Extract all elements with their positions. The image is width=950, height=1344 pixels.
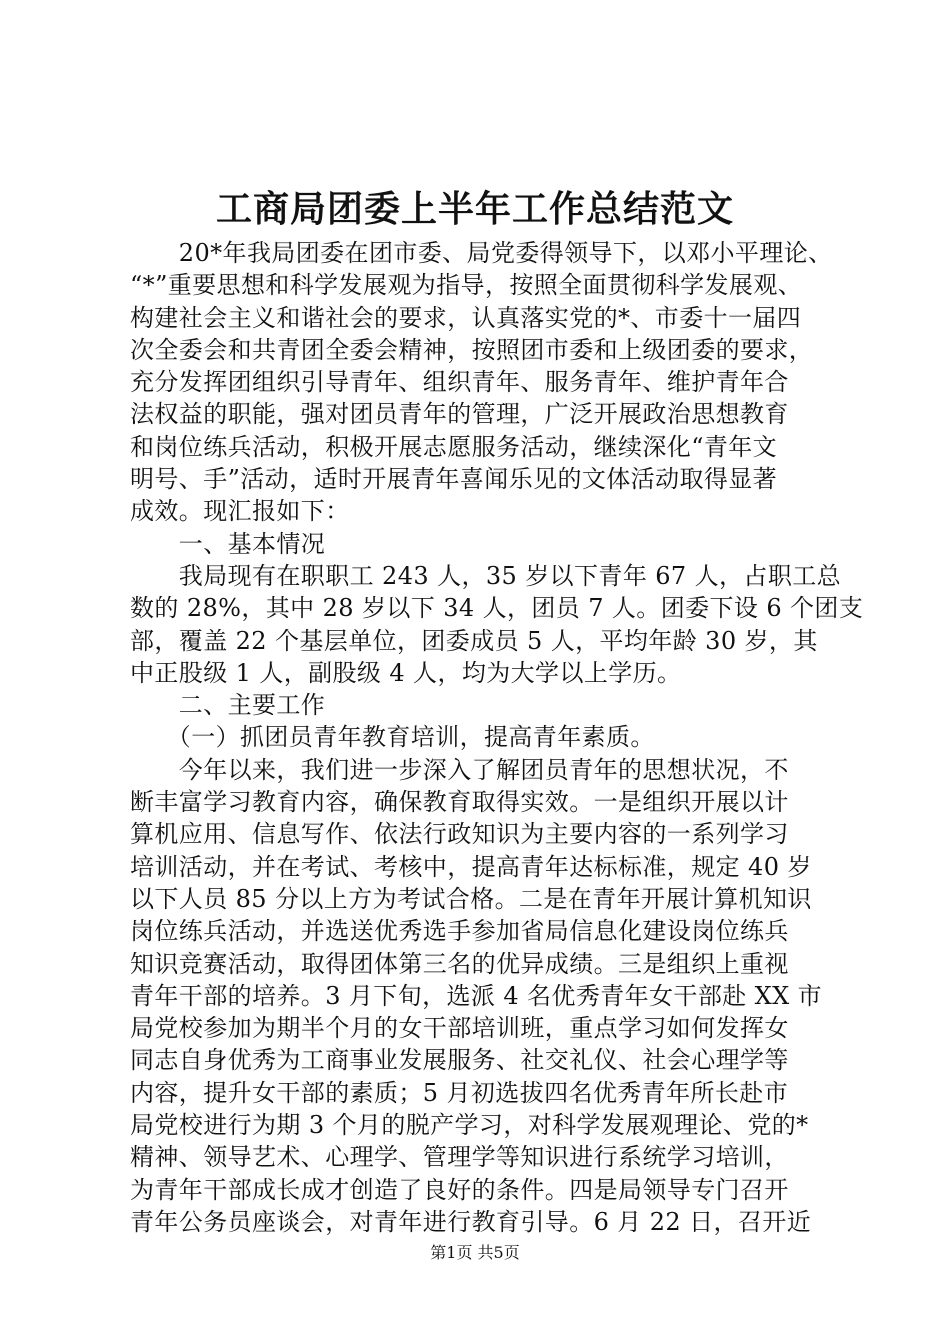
body-line: 局党校参加为期半个月的女干部培训班，重点学习如何发挥女 xyxy=(130,1014,789,1043)
body-line: 法权益的职能，强对团员青年的管理，广泛开展政治思想教育 xyxy=(130,400,789,429)
document-title: 工商局团委上半年工作总结范文 xyxy=(215,188,734,230)
body-line: 构建社会主义和谐社会的要求，认真落实党的*、市委十一届四 xyxy=(130,303,802,332)
body-line: 算机应用、信息写作、依法行政知识为主要内容的一系列学习 xyxy=(130,820,789,849)
body-line: 充分发挥团组织引导青年、组织青年、服务青年、维护青年合 xyxy=(130,368,789,397)
body-line: 精神、领导艺术、心理学、管理学等知识进行系统学习培训， xyxy=(130,1143,789,1172)
body-line: 一、基本情况 xyxy=(130,529,326,558)
body-line: 以下人员 85 分以上方为考试合格。二是在青年开展计算机知识 xyxy=(130,884,812,913)
body-line: 同志自身优秀为工商事业发展服务、社交礼仪、社会心理学等 xyxy=(130,1046,789,1075)
body-line: 明号、手”活动，适时开展青年喜闻乐见的文体活动取得显著 xyxy=(130,465,778,494)
body-line: 和岗位练兵活动，积极开展志愿服务活动，继续深化“青年文 xyxy=(130,432,778,461)
document-body xyxy=(130,237,864,1238)
body-line: 青年公务员座谈会，对青年进行教育引导。6 月 22 日，召开近 xyxy=(130,1207,812,1236)
body-line: “*”重要思想和科学发展观为指导，按照全面贯彻科学发展观、 xyxy=(130,271,803,300)
body-line: 内容，提升女干部的素质；5 月初选拔四名优秀青年所长赴市 xyxy=(130,1078,789,1107)
body-line: 知识竞赛活动，取得团体第三名的优异成绩。三是组织上重视 xyxy=(130,949,789,978)
body-line: 断丰富学习教育内容，确保教育取得实效。一是组织开展以计 xyxy=(130,788,789,817)
body-line: 青年干部的培养。3 月下旬，选派 4 名优秀青年女干部赴 XX 市 xyxy=(130,981,823,1010)
body-line: 成效。现汇报如下： xyxy=(130,497,350,526)
body-line: （一）抓团员青年教育培训，提高青年素质。 xyxy=(130,723,655,752)
page-footer: 第1页 共5页 xyxy=(430,1243,520,1262)
body-line: 中正股级 1 人，副股级 4 人，均为大学以上学历。 xyxy=(130,658,682,687)
body-line: 次全委会和共青团全委会精神，按照团市委和上级团委的要求， xyxy=(130,335,814,364)
body-line: 培训活动，并在考试、考核中，提高青年达标标准，规定 40 岁 xyxy=(130,852,812,881)
body-line: 岗位练兵活动，并选送优秀选手参加省局信息化建设岗位练兵 xyxy=(130,917,789,946)
body-line: 20*年我局团委在团市委、局党委得领导下，以邓小平理论、 xyxy=(130,239,833,267)
body-line: 数的 28%，其中 28 岁以下 34 人，团员 7 人。团委下设 6 个团支 xyxy=(130,594,864,623)
body-line: 为青年干部成长成才创造了良好的条件。四是局领导专门召开 xyxy=(130,1175,789,1204)
body-line: 我局现有在职职工 243 人，35 岁以下青年 67 人，占职工总 xyxy=(130,561,842,590)
body-line: 今年以来，我们进一步深入了解团员青年的思想状况，不 xyxy=(130,755,789,784)
body-line: 二、主要工作 xyxy=(130,691,326,720)
body-line: 部，覆盖 22 个基层单位，团委成员 5 人，平均年龄 30 岁，其 xyxy=(130,626,818,655)
body-line: 局党校进行为期 3 个月的脱产学习，对科学发展观理论、党的* xyxy=(130,1111,809,1140)
